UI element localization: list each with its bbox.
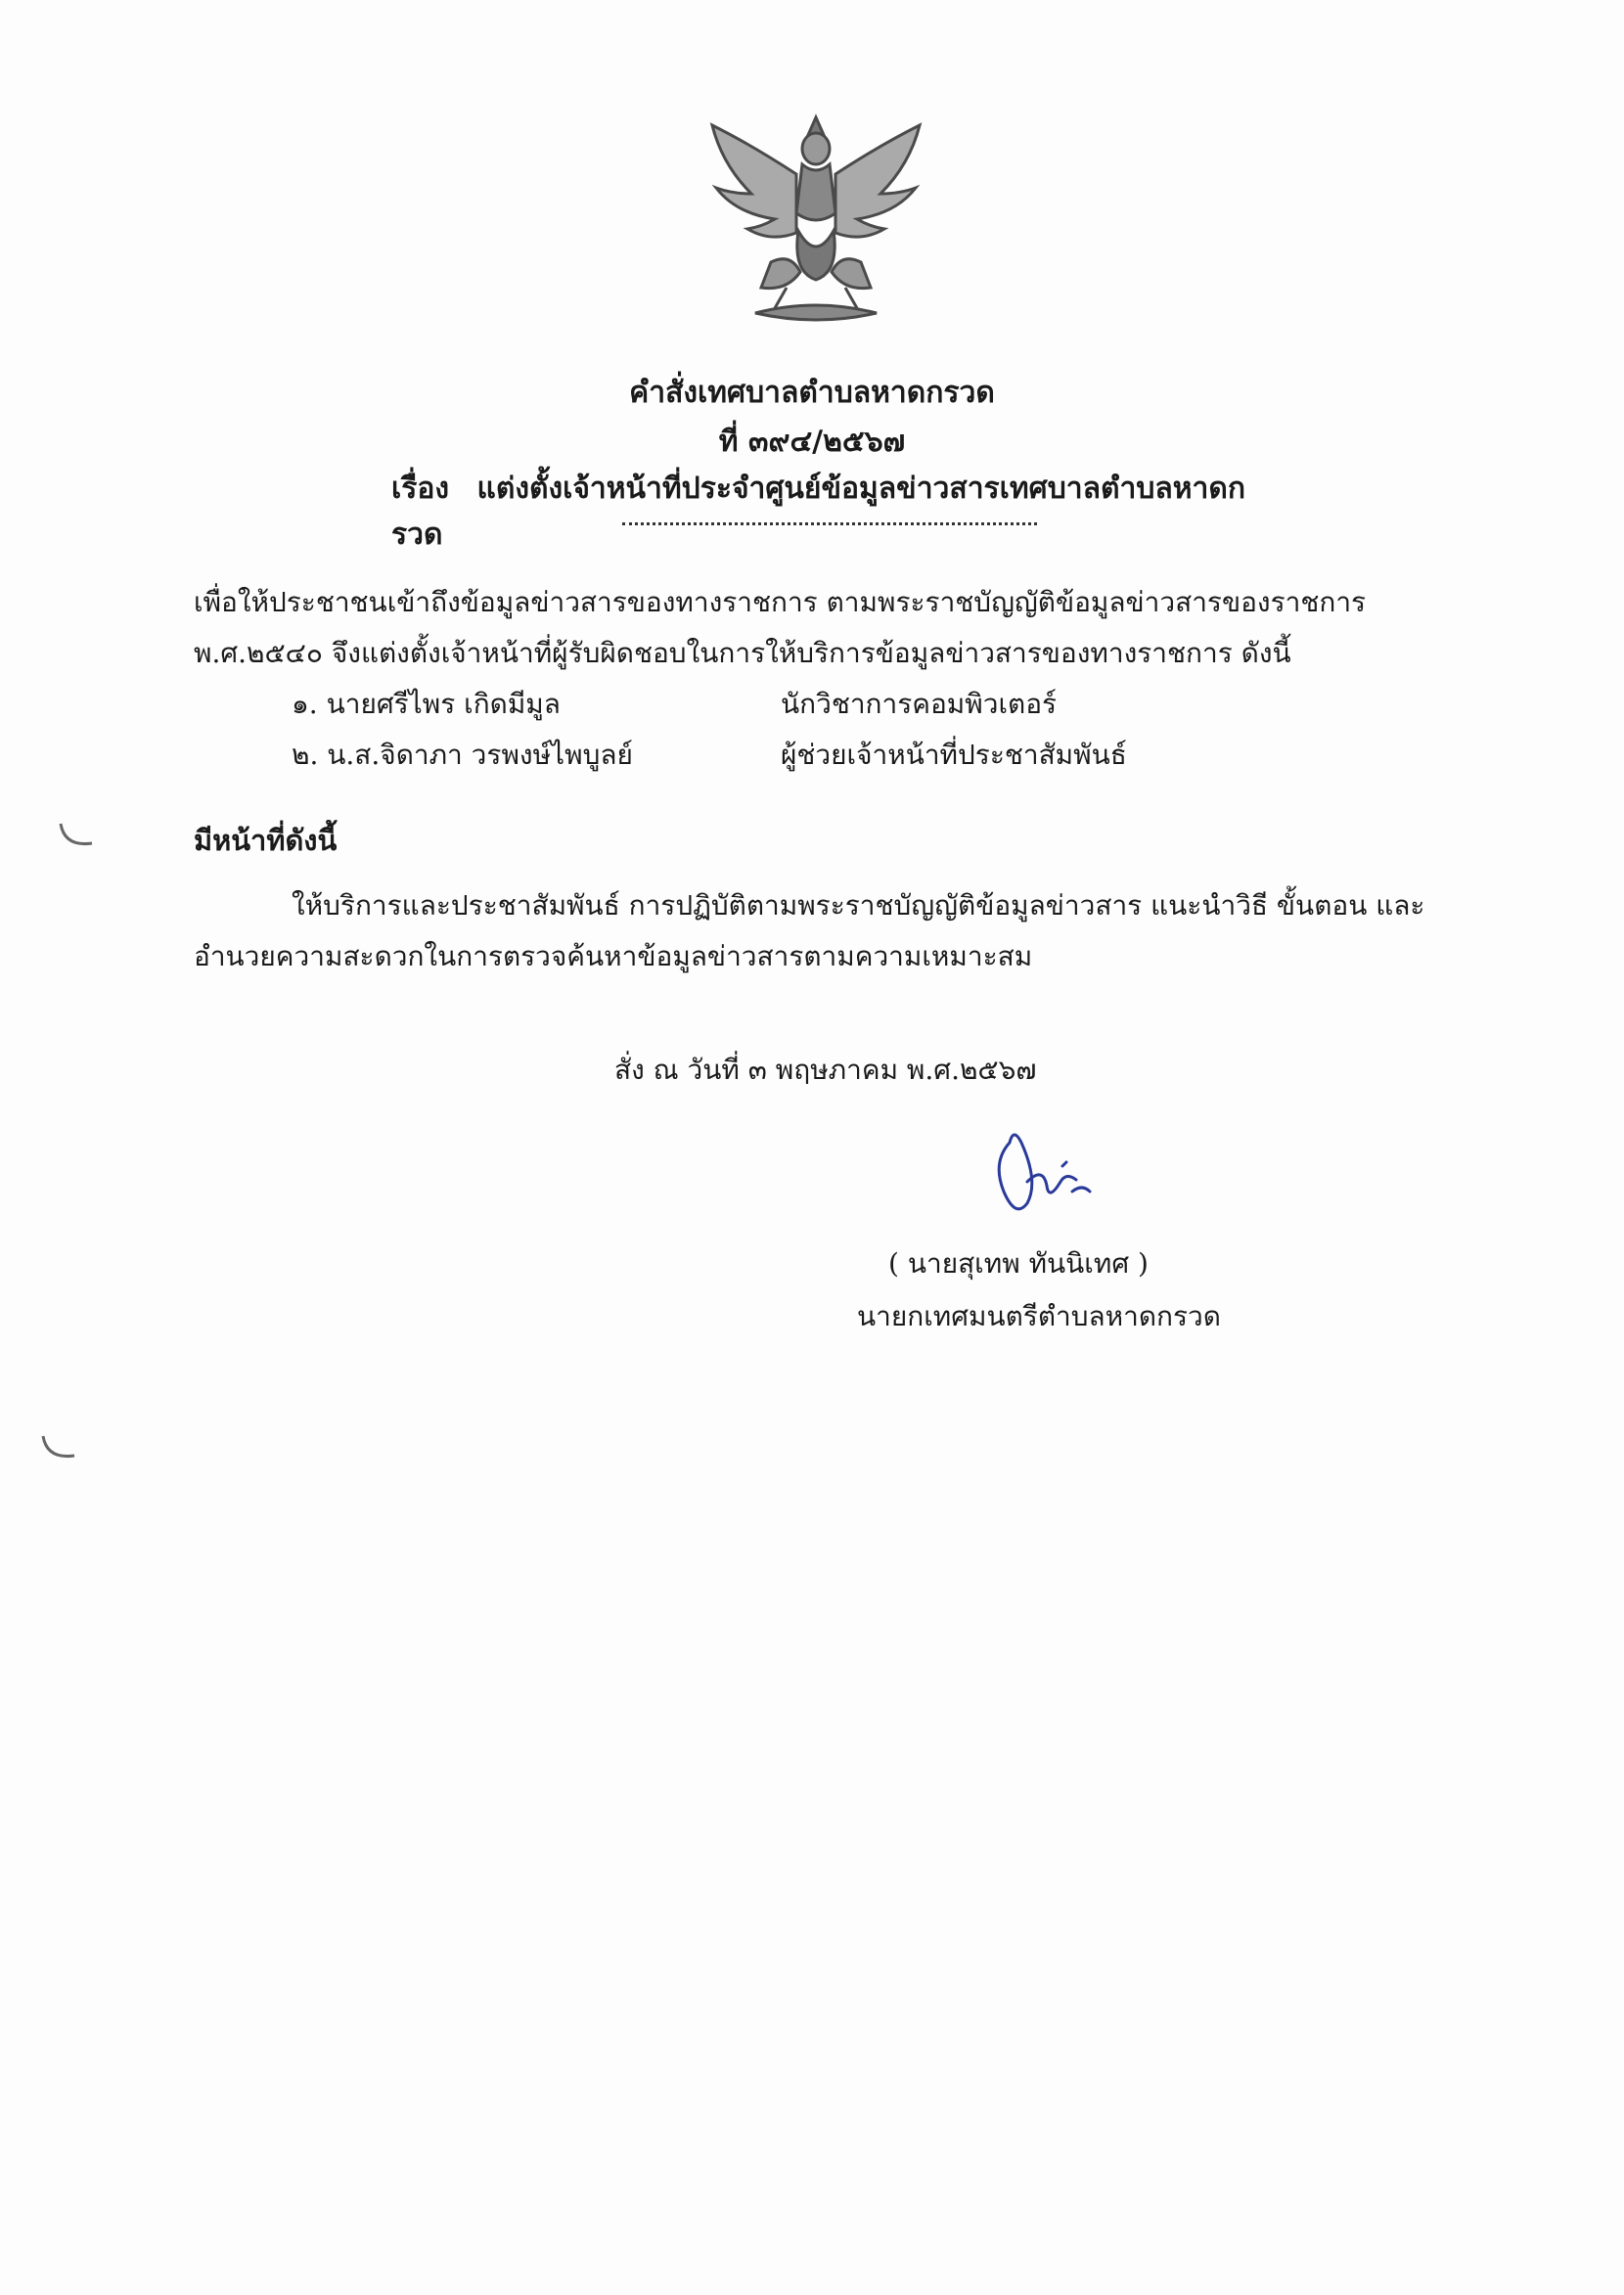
signer-name: ( นายสุเทพ ทันนิเทศ ) [888, 1247, 1149, 1280]
dotted-divider [622, 522, 1037, 525]
document-title: คำสั่งเทศบาลตำบลหาดกรวด [629, 376, 995, 410]
staff-position: นักวิชาการคอมพิวเตอร์ [781, 688, 1058, 720]
intro-paragraph-line-1: เพื่อให้ประชาชนเข้าถึงข้อมูลข่าวสารของทางราชการ ตามพระราชบัญญัติข้อมูลข่าวสารของราชการ [194, 586, 1367, 618]
subject-line [391, 466, 1272, 558]
intro-paragraph-line-2: พ.ศ.๒๕๔๐ จึงแต่งตั้งเจ้าหน้าที่ผู้รับผิดชอบในการให้บริการข้อมูลข่าวสารของทางราชการ ดังนี้ [194, 637, 1291, 669]
subject-text: แต่งตั้งเจ้าหน้าที่ประจำศูนย์ข้อมูลข่าวสารเทศบาลตำบลหาดกรวด [391, 472, 1246, 552]
staff-name: ๑. นายศรีไพร เกิดมีมูล [292, 688, 561, 720]
duties-heading: มีหน้าที่ดังนี้ [194, 824, 338, 857]
duties-paragraph-line-1: ให้บริการและประชาสัมพันธ์ การปฏิบัติตามพระราชบัญญัติข้อมูลข่าวสาร แนะนำวิธี ขั้นตอน และ [292, 889, 1425, 922]
handwritten-signature [988, 1123, 1105, 1231]
punch-hole-icon [39, 1430, 84, 1463]
order-number: ที่ ๓๙๔/๒๕๖๗ [718, 425, 906, 459]
punch-hole-icon [57, 818, 102, 851]
duties-paragraph-line-2: อำนวยความสะดวกในการตรวจค้นหาข้อมูลข่าวสารตามความเหมาะสม [194, 940, 1033, 972]
staff-name: ๒. น.ส.จิดาภา วรพงษ์ไพบูลย์ [292, 739, 633, 771]
order-date: สั่ง ณ วันที่ ๓ พฤษภาคม พ.ศ.๒๕๖๗ [614, 1054, 1037, 1086]
staff-position: ผู้ช่วยเจ้าหน้าที่ประชาสัมพันธ์ [781, 739, 1127, 771]
signer-title: นายกเทศมนตรีตำบลหาดกรวด [857, 1300, 1221, 1332]
subject-label: เรื่อง [391, 472, 450, 506]
garuda-emblem-icon [693, 106, 939, 333]
